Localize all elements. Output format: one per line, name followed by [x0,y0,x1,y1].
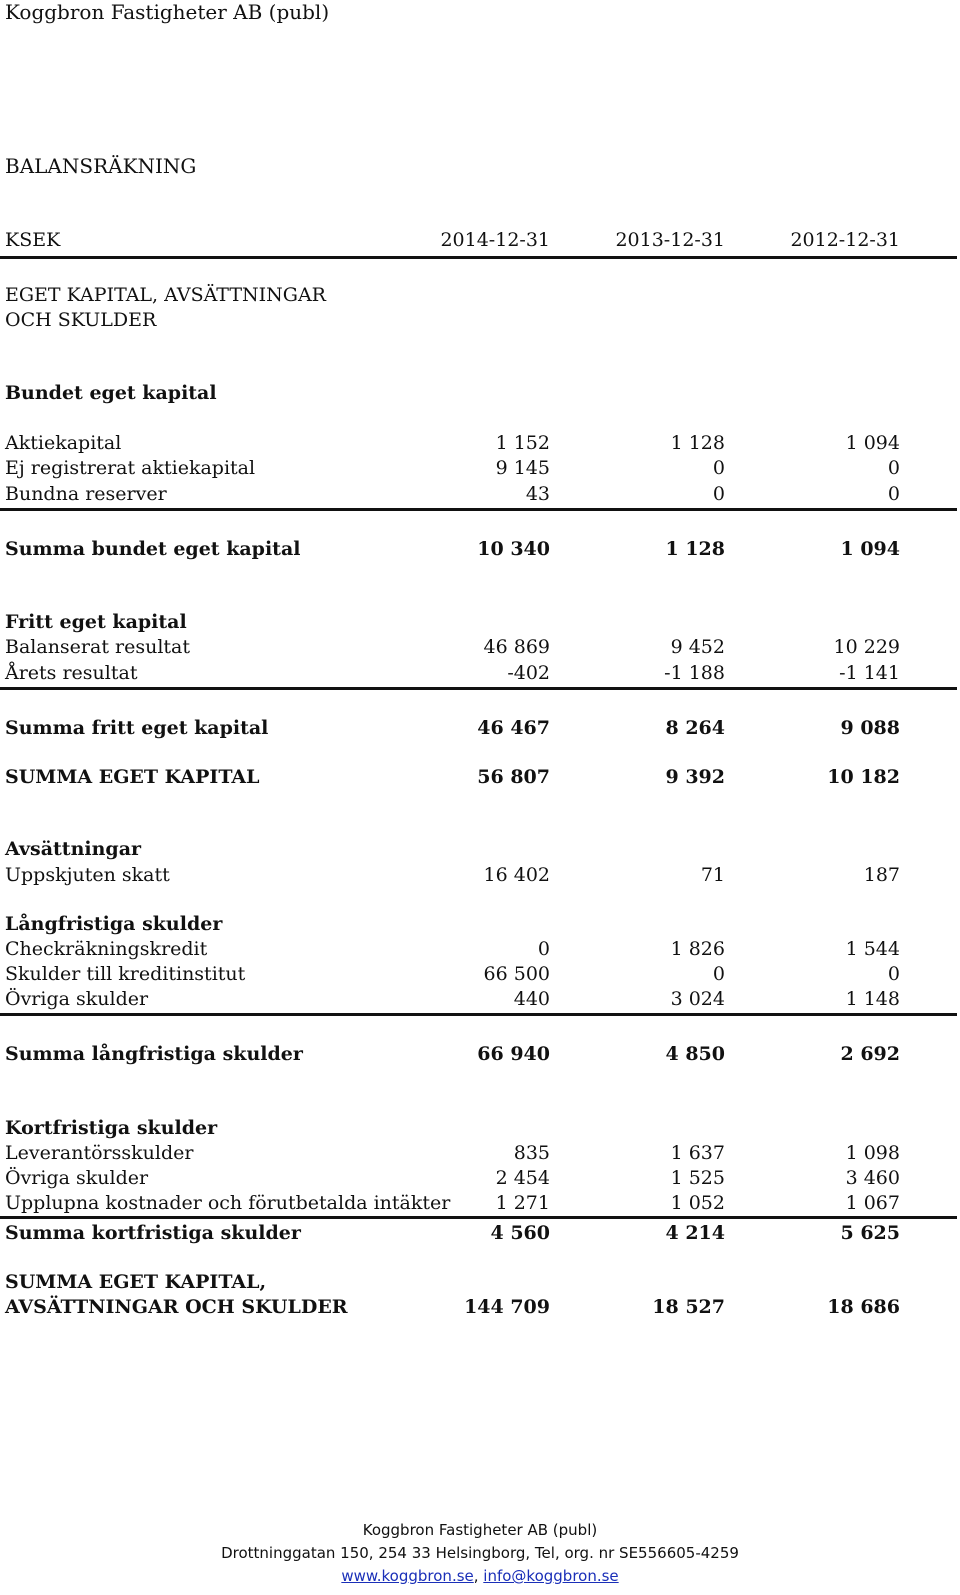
column-2014: 2014-12-31 [440,229,550,251]
value-2013: 1 128 [665,538,725,560]
footer-separator: , [473,1567,484,1585]
value-2012: 18 686 [827,1296,900,1318]
sum-label: Summa kortfristiga skulder [5,1222,301,1244]
value-2013: -1 188 [664,662,725,684]
row-label: Balanserat resultat [5,636,190,658]
sum-label: Summa bundet eget kapital [5,538,301,560]
sum-rule [0,687,957,690]
value-2014: 16 402 [483,864,550,886]
table-row [5,634,955,660]
sum-rule [0,508,957,511]
sum-rule [0,1013,957,1016]
table-row [5,481,955,507]
value-2014: 9 145 [495,457,550,479]
table-row [5,862,955,888]
value-2014: -402 [507,662,550,684]
total-label: AVSÄTTNINGAR OCH SKULDER [5,1296,348,1318]
sum-label: Summa långfristiga skulder [5,1043,303,1065]
footer-company: Koggbron Fastigheter AB (publ) [362,1521,598,1539]
value-2014: 2 454 [495,1167,550,1189]
section-title-line2 [5,307,955,333]
value-2013: 4 850 [665,1043,725,1065]
section-title-line1 [5,282,955,308]
value-2012: 1 544 [845,938,900,960]
value-2014: 56 807 [477,766,550,788]
value-2013: 0 [712,963,725,985]
table-row [5,961,955,987]
value-2013: 71 [700,864,725,886]
table-row [5,1190,955,1216]
value-2013: 4 214 [665,1222,725,1244]
row-label: Övriga skulder [5,1167,149,1189]
value-2013: 1 052 [670,1192,725,1214]
value-2012: 2 692 [840,1043,900,1065]
value-2014: 440 [513,988,550,1010]
value-2012: 1 067 [845,1192,900,1214]
value-2013: 0 [712,457,725,479]
sum-label: Summa fritt eget kapital [5,717,269,739]
value-2012: 9 088 [840,717,900,739]
table-row [5,986,955,1012]
value-2012: 10 182 [827,766,900,788]
row-label: Upplupna kostnader och förutbetalda intäkter [5,1192,451,1214]
column-2013: 2013-12-31 [615,229,725,251]
value-2012: 10 229 [833,636,900,658]
value-2012: 0 [887,457,900,479]
value-2012: 187 [863,864,900,886]
row-label: Årets resultat [5,662,138,684]
value-2014: 46 467 [477,717,550,739]
sum-row [5,1041,955,1067]
value-2012: 1 098 [845,1142,900,1164]
sum-row [5,715,955,741]
value-2014: 1 271 [495,1192,550,1214]
langfristiga-heading: Långfristiga skulder [5,913,223,935]
company-name: Koggbron Fastigheter AB (publ) [5,0,330,24]
column-2012: 2012-12-31 [790,229,900,251]
email-link[interactable]: info@koggbron.se [483,1567,619,1585]
footer-address: Drottninggatan 150, 254 33 Helsingborg, Tel, org. nr SE556605-4259 [221,1544,739,1562]
sum-rule [0,1216,957,1219]
header-rule [0,256,957,259]
value-2014: 0 [537,938,550,960]
value-2013: 9 392 [665,766,725,788]
value-2013: 9 452 [670,636,725,658]
sum-label: SUMMA EGET KAPITAL [5,766,260,788]
row-label: Checkräkningskredit [5,938,208,960]
value-2014: 835 [513,1142,550,1164]
row-label: Ej registrerat aktiekapital [5,457,256,479]
value-2013: 1 525 [670,1167,725,1189]
row-label: Skulder till kreditinstitut [5,963,246,985]
section-title-text: OCH SKULDER [5,309,157,331]
value-2012: 1 148 [845,988,900,1010]
value-2012: 0 [887,483,900,505]
row-label: Bundna reserver [5,483,167,505]
value-2013: 1 826 [670,938,725,960]
table-row [5,660,955,686]
fritt-heading: Fritt eget kapital [5,611,187,633]
column-header-row [5,227,955,253]
row-label: Uppskjuten skatt [5,864,170,886]
summa-eget-kapital-row [5,764,955,790]
value-2014: 43 [525,483,550,505]
value-2013: 0 [712,483,725,505]
table-row [5,430,955,456]
value-2014: 1 152 [495,432,550,454]
row-label: Leverantörsskulder [5,1142,194,1164]
sum-row [5,1220,955,1246]
value-2013: 1 637 [670,1142,725,1164]
total-label: SUMMA EGET KAPITAL, [5,1271,267,1293]
table-row [5,455,955,481]
value-2014: 4 560 [490,1222,550,1244]
sum-row [5,536,955,562]
avsattningar-heading: Avsättningar [5,838,142,860]
value-2012: 1 094 [845,432,900,454]
value-2014: 144 709 [464,1296,550,1318]
kortfristiga-heading: Kortfristiga skulder [5,1117,218,1139]
bundet-heading: Bundet eget kapital [5,382,217,404]
value-2013: 18 527 [652,1296,725,1318]
value-2012: -1 141 [839,662,900,684]
section-title-text: EGET KAPITAL, AVSÄTTNINGAR [5,284,326,306]
value-2012: 1 094 [840,538,900,560]
table-row [5,936,955,962]
total-row-line1 [5,1269,955,1295]
value-2013: 3 024 [670,988,725,1010]
value-2014: 46 869 [483,636,550,658]
value-2014: 66 500 [483,963,550,985]
table-row [5,1165,955,1191]
row-label: Övriga skulder [5,988,149,1010]
row-label: Aktiekapital [5,432,122,454]
page-title: BALANSRÄKNING [5,154,197,178]
value-2012: 5 625 [840,1222,900,1244]
value-2012: 0 [887,963,900,985]
unit-label: KSEK [5,229,61,251]
value-2013: 1 128 [670,432,725,454]
value-2014: 66 940 [477,1043,550,1065]
value-2013: 8 264 [665,717,725,739]
value-2014: 10 340 [477,538,550,560]
table-row [5,1140,955,1166]
total-row [5,1294,955,1320]
website-link[interactable]: www.koggbron.se [341,1567,474,1585]
footer-links [0,1567,960,1585]
value-2012: 3 460 [845,1167,900,1189]
